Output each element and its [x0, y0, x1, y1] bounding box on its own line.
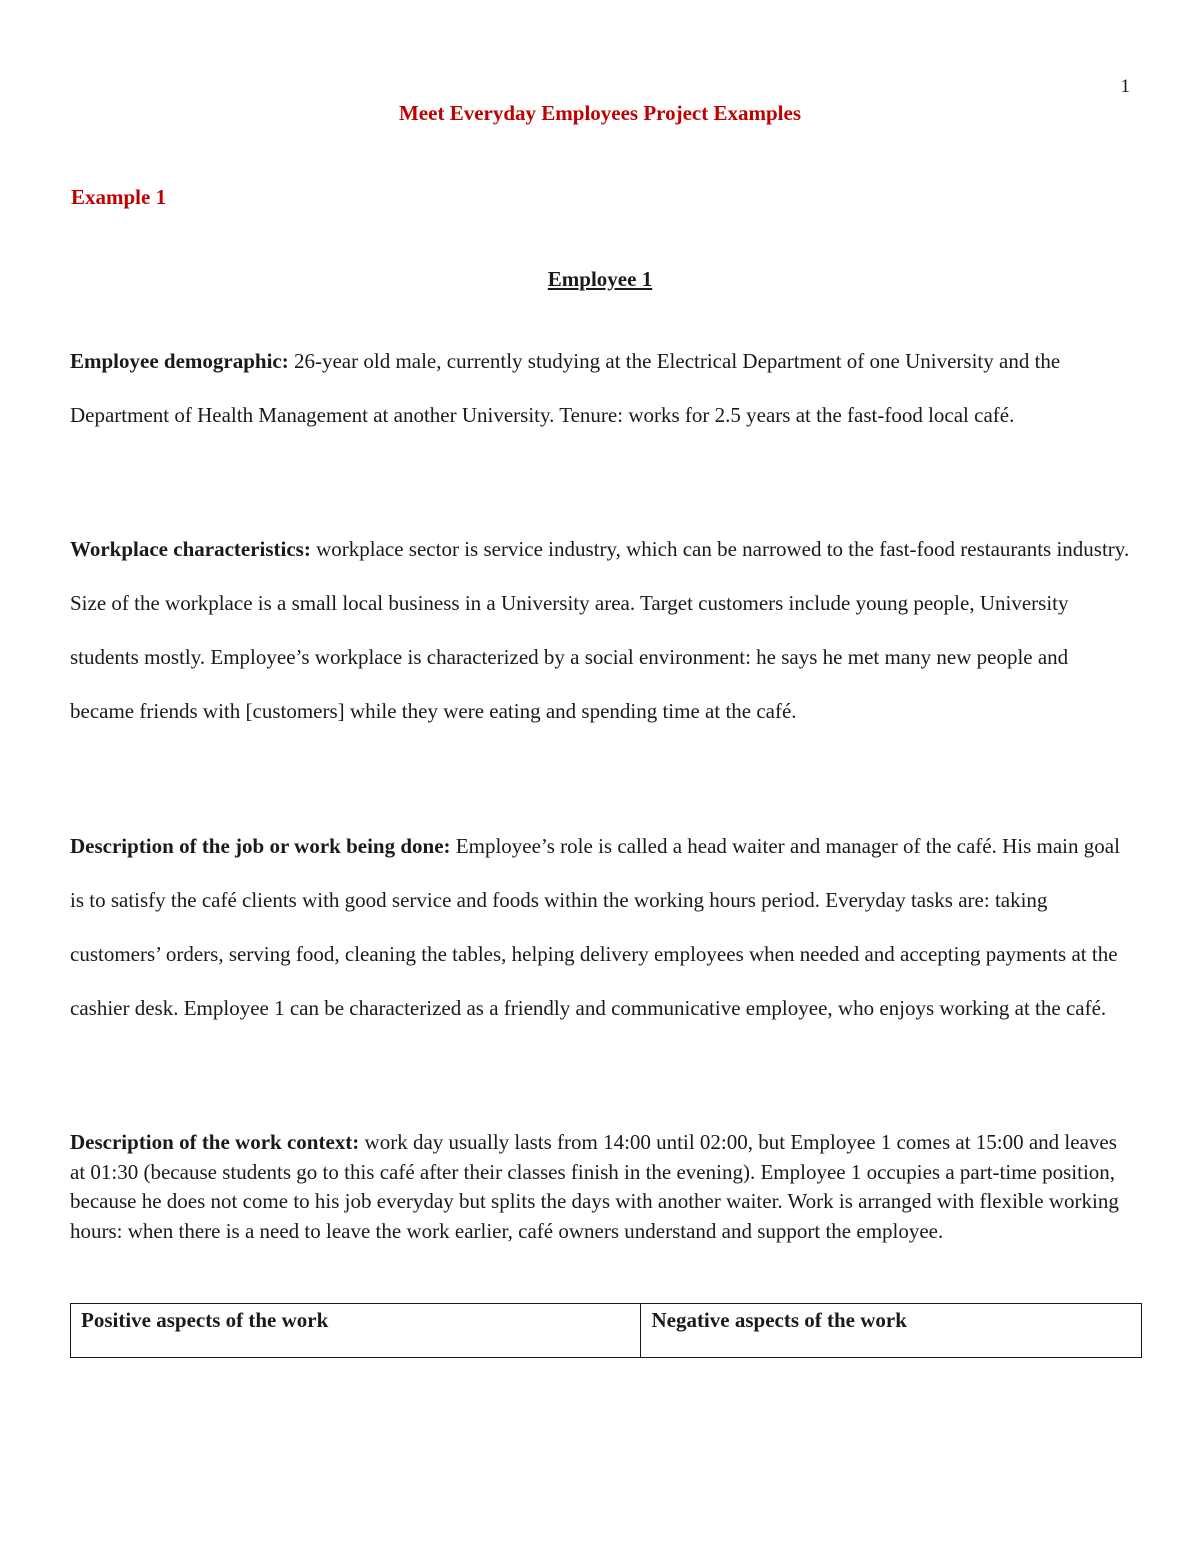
employee-demographic-paragraph	[70, 334, 1132, 442]
aspects-table	[70, 1303, 1142, 1358]
workplace-characteristics-text: workplace sector is service industry, which can be narrowed to the fast-food restaurants industry. Size of the workplace is a small local business in a University area. Target customers include young people, University students mostly. Employee’s workplace is characterized by a social environment: he says he met many new people and became friends with [customers] while they were eating and spending time at the café.	[70, 537, 1130, 723]
work-context-text: work day usually lasts from 14:00 until 02:00, but Employee 1 comes at 15:00 and leaves at 01:30 (because students go to this café after their classes finish in the evening). Employee 1 occupies a part-time position, because he does not come to his job everyday but splits the days with another waiter. Work is arranged with flexible working hours: when there is a need to leave the work earlier, café owners understand and support the employee.	[70, 1130, 1119, 1243]
employee-demographic-label: Employee demographic:	[70, 349, 289, 373]
job-description-paragraph	[70, 819, 1132, 1035]
aspects-table-header-row	[71, 1304, 1142, 1358]
workplace-characteristics-paragraph	[70, 522, 1132, 738]
example-heading: Example 1	[71, 185, 167, 209]
page-number: 1	[1120, 76, 1130, 97]
workplace-characteristics-label: Workplace characteristics:	[70, 537, 311, 561]
work-context-paragraph	[70, 1128, 1132, 1246]
negative-aspects-header: Negative aspects of the work	[641, 1304, 1142, 1358]
job-description-text: Employee’s role is called a head waiter and manager of the café. His main goal is to satisfy the café clients with good service and foods within the working hours period. Everyday tasks are: taking customers’ orders, serving food, cleaning the tables, helping delivery employees when needed and accepting payments at the cashier desk. Employee 1 can be characterized as a friendly and communicative employee, who enjoys working at the café.	[70, 834, 1120, 1020]
document-title: Meet Everyday Employees Project Examples	[398, 101, 801, 125]
employee-heading: Employee 1	[547, 267, 653, 291]
employee-demographic-text: 26-year old male, currently studying at the Electrical Department of one University and the Department of Health Management at another University. Tenure: works for 2.5 years at the fast-food local café.	[70, 349, 1061, 427]
positive-aspects-header: Positive aspects of the work	[71, 1304, 641, 1358]
job-description-label: Description of the job or work being done:	[70, 834, 451, 858]
work-context-label: Description of the work context:	[70, 1130, 360, 1154]
